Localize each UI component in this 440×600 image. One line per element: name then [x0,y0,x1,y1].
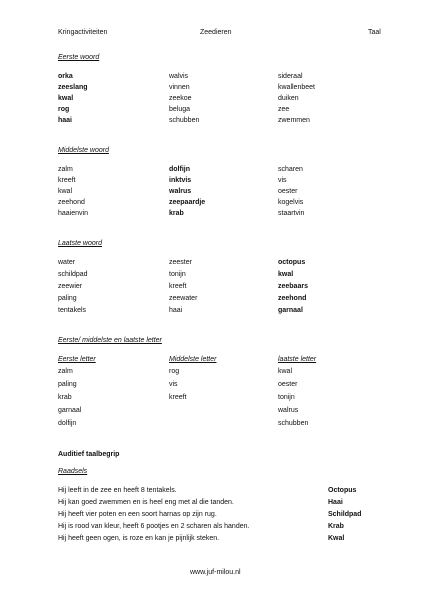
section-title-middelste-woord: Middelste woord [58,147,109,154]
header-center: Zeedieren [200,29,232,36]
riddle-question: Hij heeft vier poten en een soort harnas op zijn rug. [58,511,217,518]
column-head-eerste-letter: Eerste letter [58,356,96,363]
word: krab [169,210,184,217]
word: schubben [278,420,309,427]
header-right: Taal [368,29,381,36]
word: zeekoe [169,95,192,102]
word: tentakels [58,307,87,314]
word: zalm [58,166,73,173]
riddle-answer: Schildpad [328,511,362,518]
column-head-middelste-letter: Middelste letter [169,356,217,363]
word: duiken [278,95,299,102]
word: paling [58,381,77,388]
word: haai [58,117,73,124]
word: dolfijn [58,420,77,427]
word: krab [58,394,72,401]
word: oester [278,188,298,195]
word: kwallenbeet [278,84,315,91]
word: haaienvin [58,210,88,217]
word: rog [58,106,70,113]
word: scharen [278,166,303,173]
word: kreeft [169,394,187,401]
word: staartvin [278,210,305,217]
word: garnaal [58,407,82,414]
riddle-question: Hij leeft in de zee en heeft 8 tentakels. [58,487,177,494]
riddle-answer: Kwal [328,535,345,542]
riddle-question: Hij kan goed zwemmen en is heel eng met al die tanden. [58,499,234,506]
word: inktvis [169,177,192,184]
word: kreeft [169,283,187,290]
word: zeewater [169,295,198,302]
header-left: Kringactiviteiten [58,29,108,36]
footer-url: www.juf-milou.nl [190,569,241,576]
section-title-eerste-woord: Eerste woord [58,54,100,61]
word: kwal [278,368,293,375]
word: walrus [278,407,299,414]
word: zeehond [58,199,85,206]
word: walvis [169,73,189,80]
column-head-laatste-letter: laatste letter [278,356,317,363]
word: haai [169,307,183,314]
word: paling [58,295,77,302]
riddle-answer: Krab [328,523,344,530]
word: zeehond [278,295,307,302]
word: kwal [58,95,74,102]
word: oester [278,381,298,388]
word: kwal [58,188,73,195]
word: beluga [169,106,191,113]
word: zalm [58,368,73,375]
word: water [58,259,76,266]
word: dolfijn [169,166,190,173]
word: rog [169,368,180,375]
riddle-answer: Octopus [328,487,357,494]
word: vis [278,177,287,184]
word: tonijn [278,394,295,401]
section-title-laatste-woord: Laatste woord [58,240,102,247]
word: orka [58,73,73,80]
subtitle-raadsels: Raadsels [58,468,88,475]
word: walrus [169,188,192,195]
word: zeepaardje [169,199,206,206]
word: sideraal [278,73,303,80]
word: tonijn [169,271,186,278]
word: zeewier [58,283,83,290]
word: vinnen [169,84,190,91]
riddle-question: Hij is rood van kleur, heeft 6 pootjes en 2 scharen als handen. [58,523,250,530]
word: vis [169,381,178,388]
word: zeester [169,259,192,266]
riddle-question: Hij heeft geen ogen, is roze en kan je pijnlijk steken. [58,535,220,542]
word: kwal [278,271,294,278]
word: zee [278,106,290,113]
word: zeeslang [58,84,88,91]
word: zeebaars [278,283,308,290]
word: schubben [169,117,200,124]
section-title-letters: Eerste/ middelste en laatste letter [58,337,162,344]
word: schildpad [58,271,88,278]
section-title-auditief: Auditief taalbegrip [58,451,120,458]
word: garnaal [278,307,303,314]
word: kogelvis [278,199,304,206]
riddle-answer: Haai [328,499,343,506]
word: kreeft [58,177,76,184]
word: zwemmen [278,117,310,124]
word: octopus [278,259,306,266]
